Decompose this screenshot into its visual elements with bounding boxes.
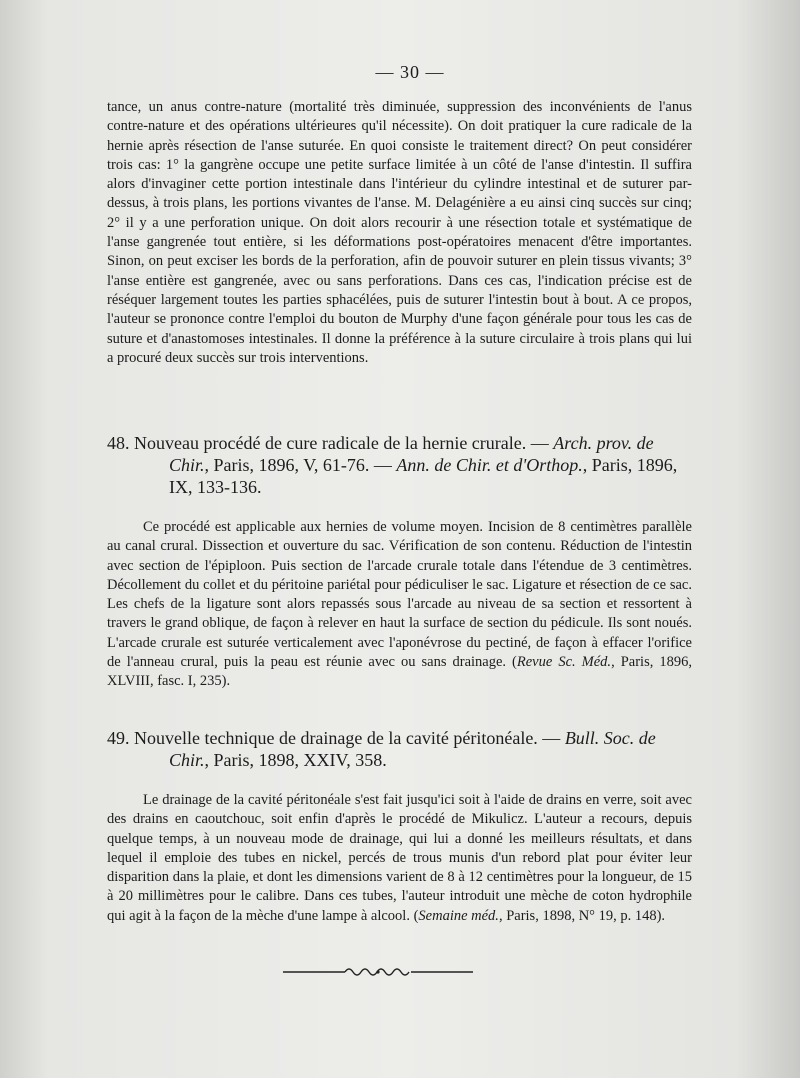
section-48 <box>107 432 692 692</box>
section-48-body-source-details: , Paris, 1896, XLVIII, fasc. I, 235). <box>107 654 692 690</box>
section-48-details-2: , Paris, 1896, IX, 133-136. <box>169 455 678 497</box>
section-49-details-1: , Paris, 1898, XXIV, 358. <box>204 750 387 770</box>
intro-paragraph: tance, un anus contre-nature (mortalité très diminuée, suppression des inconvénients de l'anus contre-nature et des opérations ultérieures qu'il nécessite). On doit pratiquer la cure radicale de la hernie après résection de l'anse suturée. En quoi consiste le traitement direct? On peut considérer trois cas: 1° la gangrène occupe une petite surface limitée à un côté de l'anse d'intestin. Il suffira alors d'invaginer cette portion intestinale dans l'intérieur du cylindre intestinal et de suturer par-dessus, à trois plans, les portions vivantes de l'anse. M. Delagénière a eu ainsi cinq succès sur cinq; 2° il y a une perforation unique. On doit alors recourir à une résection totale et systématique de l'anse gangrenée tout entière, si les déformations post-opératoires menacent d'être importantes. Sinon, on peut exciser les bords de la perforation, afin de pouvoir suturer en plein tissus vivants; 3° l'anse entière est gangrenée, avec ou sans perforations. Dans ces cas, l'indication précise est de réséquer largement toutes les parties sphacélées, puis de suturer l'intestin bout à bout. A ce propos, l'auteur se prononce contre l'emploi du bouton de Murphy d'une façon générale pour tous les cas de suture et d'anastomoses intestinales. Il donne la préférence à la suture circulaire à trois plans qui lui a procuré deux succès sur trois interventions. <box>107 99 692 366</box>
section-48-number: 48. <box>107 433 130 453</box>
section-48-body-source: Revue Sc. Méd. <box>516 654 612 671</box>
section-49-title: Nouvelle technique de drainage de la cavité péritonéale. — <box>134 728 561 748</box>
section-49-body-source-details: , Paris, 1898, N° 19, p. 148). <box>498 907 666 924</box>
section-48-details-1: , Paris, 1896, V, 61-76. — <box>204 455 392 475</box>
section-49-body <box>107 791 692 926</box>
section-49-body-text: Le drainage de la cavité péritonéale s'est fait jusqu'ici soit à l'aide de drains en verre, soit avec des drains en caoutchouc, soit enfin d'après le procédé de Mikulicz. L'auteur a recours, depuis quelque temps, à un nouveau mode de drainage, qui lui a donné les meilleurs résultats, et dans lequel il emploie des tubes en nickel, percés de trous munis d'un rebord plat pour éviter leur disparition dans la plaie, et dont les dimensions varient de 8 à 12 centimètres pour la longueur, de 15 à 20 millimètres pour le calibre. Dans ces tubes, l'auteur introduit une mèche de coton hydrophile qui agit à la façon de la mèche d'une lampe à alcool. ( <box>107 792 692 924</box>
section-48-body-text: Ce procédé est applicable aux hernies de volume moyen. Incision de 8 centimètres parallèle au canal crural. Dissection et ouverture du sac. Vérification de son contenu. Réduction de l'intestin avec section de l'épiploon. Puis section de l'arcade crurale totale dans l'étendue de 3 centimètres. Décollement du collet et du péritoine pariétal pour pédiculiser le sac. Ligature et résection de ce sac. Les chefs de la ligature sont alors repassés sous l'arcade au niveau de sa section et ressortent à travers le grand oblique, de façon à relever en haut la surface de section du pédicule. Ils sont noués. L'arcade crurale est suturée verticalement avec l'aponévrose du pectiné, de façon à effacer l'orifice de l'anneau crural, puis la peau est réunie avec ou sans drainage. ( <box>107 519 692 671</box>
section-48-heading <box>107 432 692 498</box>
intro-paragraph-block <box>107 98 692 368</box>
section-49-number: 49. <box>107 728 130 748</box>
section-49-body-source: Semaine méd. <box>418 907 499 924</box>
section-49 <box>107 727 692 926</box>
section-48-title: Nouveau procédé de cure radicale de la hernie crurale. — <box>134 433 549 453</box>
ornament-divider <box>283 965 473 979</box>
section-49-journal-1: Bull. Soc. de Chir. <box>169 728 656 770</box>
page-number: — 30 — <box>375 62 445 82</box>
section-48-journal-2: Ann. de Chir. et d'Orthop. <box>396 455 583 475</box>
section-48-body <box>107 518 692 692</box>
section-49-heading <box>107 727 692 771</box>
section-48-journal-1: Arch. prov. de Chir. <box>169 433 654 475</box>
